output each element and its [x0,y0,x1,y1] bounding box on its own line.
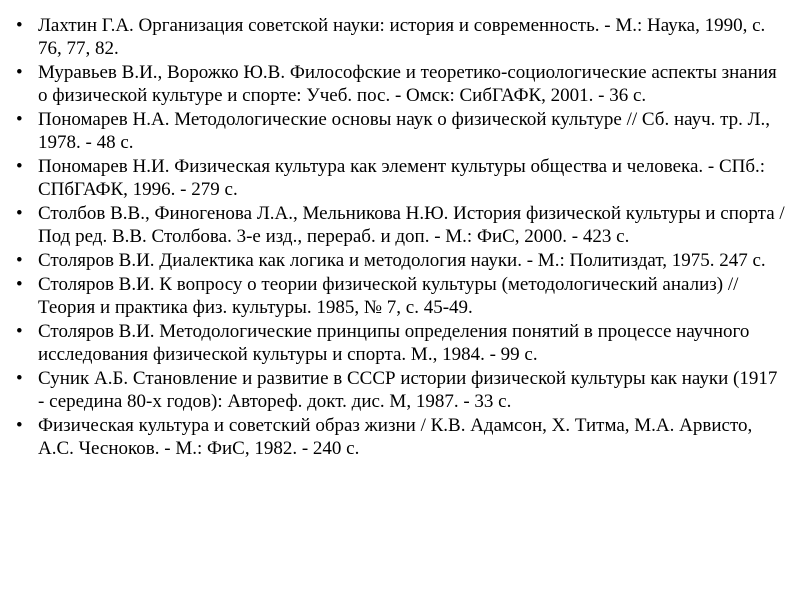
reference-item [16,202,786,248]
reference-text: Столяров В.И. Методологические принципы определения понятий в процессе научного исследования физической культуры и спорта. М., 1984. - 99 с. [38,321,750,365]
reference-text: Пономарев Н.А. Методологические основы наук о физической культуре // Сб. науч. тр. Л., 1978. - 48 с. [38,109,771,153]
bullet-icon: • [16,62,23,83]
reference-item [16,61,786,107]
bullet-icon: • [16,274,23,295]
reference-text: Суник А.Б. Становление и развитие в СССР истории физической культуры как науки (1917 - середина 80-х годов): Автореф. докт. дис. М, 1987. - 33 с. [38,368,778,412]
bullet-icon: • [16,415,23,436]
bullet-icon: • [16,321,23,342]
reference-text: Столяров В.И. К вопросу о теории физической культуры (методологический анализ) // Теория и практика физ. культуры. 1985, № 7, с. 45-49. [38,274,739,318]
bullet-icon: • [16,15,23,36]
reference-item [16,414,786,460]
reference-text: Муравьев В.И., Ворожко Ю.В. Философские и теоретико-социологические аспекты знания о физической культуре и спорте: Учеб. пос. - Омск: СибГАФК, 2001. - 36 с. [38,62,777,106]
reference-item [16,320,786,366]
bullet-icon: • [16,250,23,271]
reference-text: Лахтин Г.А. Организация советской науки: история и современность. - М.: Наука, 1990, с. 76, 77, 82. [38,15,766,59]
bullet-icon: • [16,109,23,130]
reference-text: Пономарев Н.И. Физическая культура как элемент культуры общества и человека. - СПб.: СПбГАФК, 1996. - 279 с. [38,156,766,200]
reference-text: Физическая культура и советский образ жизни / К.В. Адамсон, Х. Титма, М.А. Арвисто, А.С. Чесноков. - М.: ФиС, 1982. - 240 с. [38,415,753,459]
bullet-icon: • [16,156,23,177]
reference-text: Столбов В.В., Финогенова Л.А., Мельникова Н.Ю. История физической культуры и спорта / Под ред. В.В. Столбова. 3-е изд., перераб. и доп. - М.: ФиС, 2000. - 423 с. [38,203,785,247]
reference-item [16,273,786,319]
reference-list [16,14,786,461]
reference-item [16,367,786,413]
reference-item [16,249,786,272]
bullet-icon: • [16,368,23,389]
reference-text: Столяров В.И. Диалектика как логика и методология науки. - М.: Политиздат, 1975. 247 с. [38,250,766,271]
bullet-icon: • [16,203,23,224]
reference-item [16,14,786,60]
reference-item [16,108,786,154]
reference-item [16,155,786,201]
